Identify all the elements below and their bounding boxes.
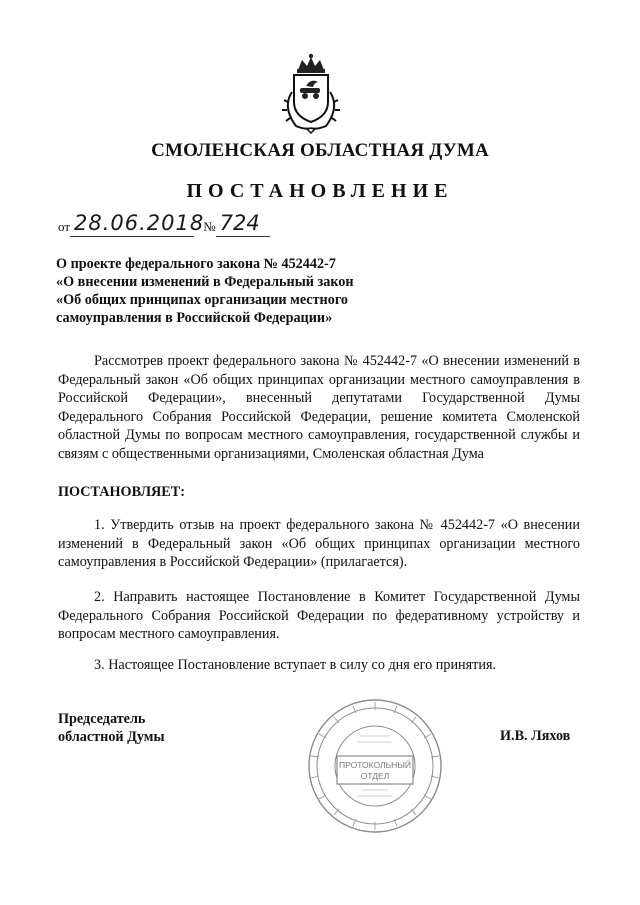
organization-title: СМОЛЕНСКАЯ ОБЛАСТНАЯ ДУМА	[151, 140, 489, 161]
resolution-item-1: 1. Утвердить отзыв на проект федерального закона № 452442-7 «О внесении изменений в Федеральный закон «Об общих принципах организации местного самоуправления в Российской Федерации» (прилагается).	[58, 517, 580, 571]
smolensk-coat-of-arms-icon	[276, 52, 346, 134]
signatory-name: И.В. Ляхов	[500, 728, 571, 744]
subject-line: «Об общих принципах организации местного	[56, 292, 349, 308]
stamp-box-line-1: ПРОТОКОЛЬНЫЙ	[339, 760, 411, 770]
document-type-title: ПОСТАНОВЛЕНИЕ	[186, 180, 454, 202]
handwritten-date: 28.06.2018	[70, 210, 194, 237]
date-from-label: от	[58, 219, 71, 234]
stamp-box-line-2: ОТДЕЛ	[360, 771, 390, 781]
subject-line: «О внесении изменений в Федеральный закон	[56, 274, 354, 290]
dateline	[58, 210, 270, 240]
number-label: №	[203, 219, 216, 234]
document-subject	[56, 255, 396, 327]
signatory-title	[58, 710, 165, 746]
intro-paragraph: Рассмотрев проект федерального закона № 452442-7 «О внесении изменений в Федеральный закон «Об общих принципах организации местного самоуправления в Российской Федерации», внесенный депутатами Государственной Думы Федерального Собрания Российской Федерации, решение комитета Смоленской областной Думы по вопросам местного самоуправления, государственной службы и связям с общественными организациями, Смоленская областная Дума	[58, 353, 580, 462]
resolution-item-2: 2. Направить настоящее Постановление в Комитет Государственной Думы Федерального Собрания Российской Федерации по федеративному устройству и вопросам местного самоуправления.	[58, 589, 580, 643]
official-stamp-icon	[300, 686, 450, 846]
handwritten-number: 724	[216, 210, 270, 237]
resolves-heading: ПОСТАНОВЛЯЕТ:	[58, 484, 185, 500]
resolution-item-3: 3. Настоящее Постановление вступает в силу со дня его принятия.	[94, 657, 497, 673]
subject-line: самоуправления в Российской Федерации»	[56, 310, 333, 326]
signatory-title-line: областной Думы	[58, 729, 165, 745]
signatory-title-line: Председатель	[58, 711, 146, 727]
subject-line: О проекте федерального закона № 452442-7	[56, 256, 336, 272]
